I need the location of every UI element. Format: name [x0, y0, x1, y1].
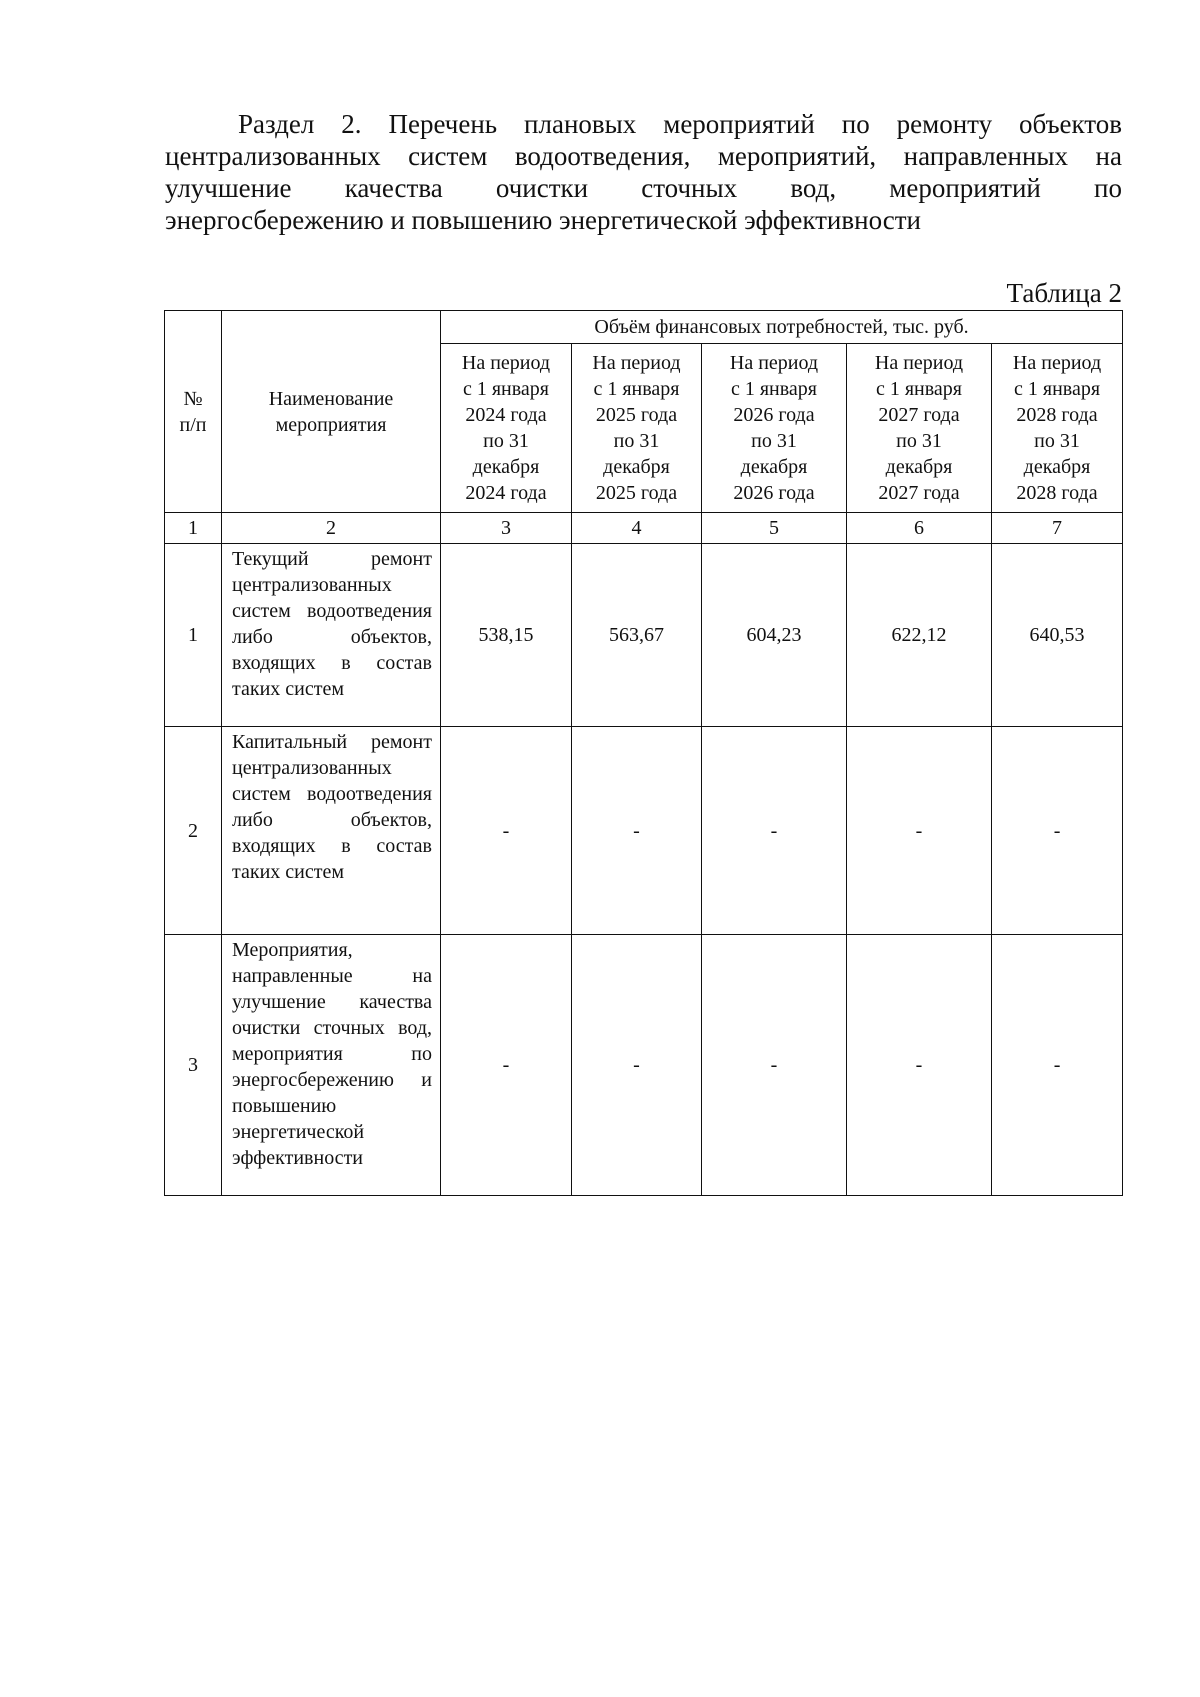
- column-number: 5: [702, 513, 847, 544]
- value-cell: 622,12: [847, 544, 992, 727]
- column-number-row: [165, 513, 1123, 544]
- value-cell: -: [992, 935, 1123, 1196]
- activity-name: Капитальный ремонт централизованных систем водоотведения либо объектов, входящих в состав таких систем: [222, 727, 441, 935]
- column-number: 1: [165, 513, 222, 544]
- heading-line-3: улучшение качества очистки сточных вод, мероприятий по: [165, 173, 1122, 203]
- period-header-2028: На период с 1 января 2028 года по 31 декабря 2028 года: [992, 344, 1123, 513]
- column-header-name: Наименование мероприятия: [222, 311, 441, 513]
- value-cell: 640,53: [992, 544, 1123, 727]
- period-header-2026: На период с 1 января 2026 года по 31 декабря 2026 года: [702, 344, 847, 513]
- heading-line-4: энергосбережению и повышению энергетической эффективности: [165, 205, 921, 235]
- activity-name: Мероприятия, направленные на улучшение качества очистки сточных вод, мероприятия по энергосбережению и повышению энергетической эффективности: [222, 935, 441, 1196]
- column-number: 4: [572, 513, 702, 544]
- table-row: [165, 727, 1123, 935]
- row-number: 1: [165, 544, 222, 727]
- value-cell: -: [702, 727, 847, 935]
- row-number: 3: [165, 935, 222, 1196]
- period-header-2024: На период с 1 января 2024 года по 31 декабря 2024 года: [441, 344, 572, 513]
- activity-name: Текущий ремонт централизованных систем водоотведения либо объектов, входящих в состав таких систем: [222, 544, 441, 727]
- plan-table: [164, 310, 1123, 1196]
- column-number: 3: [441, 513, 572, 544]
- table-caption: Таблица 2: [1006, 278, 1122, 308]
- period-header-2027: На период с 1 января 2027 года по 31 декабря 2027 года: [847, 344, 992, 513]
- value-cell: -: [847, 727, 992, 935]
- row-number: 2: [165, 727, 222, 935]
- value-cell: -: [441, 727, 572, 935]
- value-cell: 604,23: [702, 544, 847, 727]
- value-cell: 538,15: [441, 544, 572, 727]
- period-header-2025: На период с 1 января 2025 года по 31 декабря 2025 года: [572, 344, 702, 513]
- value-cell: 563,67: [572, 544, 702, 727]
- heading-line-1: Раздел 2. Перечень плановых мероприятий по ремонту объектов: [238, 109, 1122, 139]
- value-cell: -: [847, 935, 992, 1196]
- column-header-number: № п/п: [165, 311, 222, 513]
- column-number: 6: [847, 513, 992, 544]
- column-group-header: Объём финансовых потребностей, тыс. руб.: [441, 311, 1123, 344]
- value-cell: -: [572, 727, 702, 935]
- table-row: [165, 935, 1123, 1196]
- value-cell: -: [992, 727, 1123, 935]
- heading-line-2: централизованных систем водоотведения, мероприятий, направленных на: [165, 141, 1122, 171]
- value-cell: -: [572, 935, 702, 1196]
- value-cell: -: [702, 935, 847, 1196]
- column-number: 7: [992, 513, 1123, 544]
- column-number: 2: [222, 513, 441, 544]
- table-row: [165, 544, 1123, 727]
- value-cell: -: [441, 935, 572, 1196]
- section-heading: [165, 108, 1122, 236]
